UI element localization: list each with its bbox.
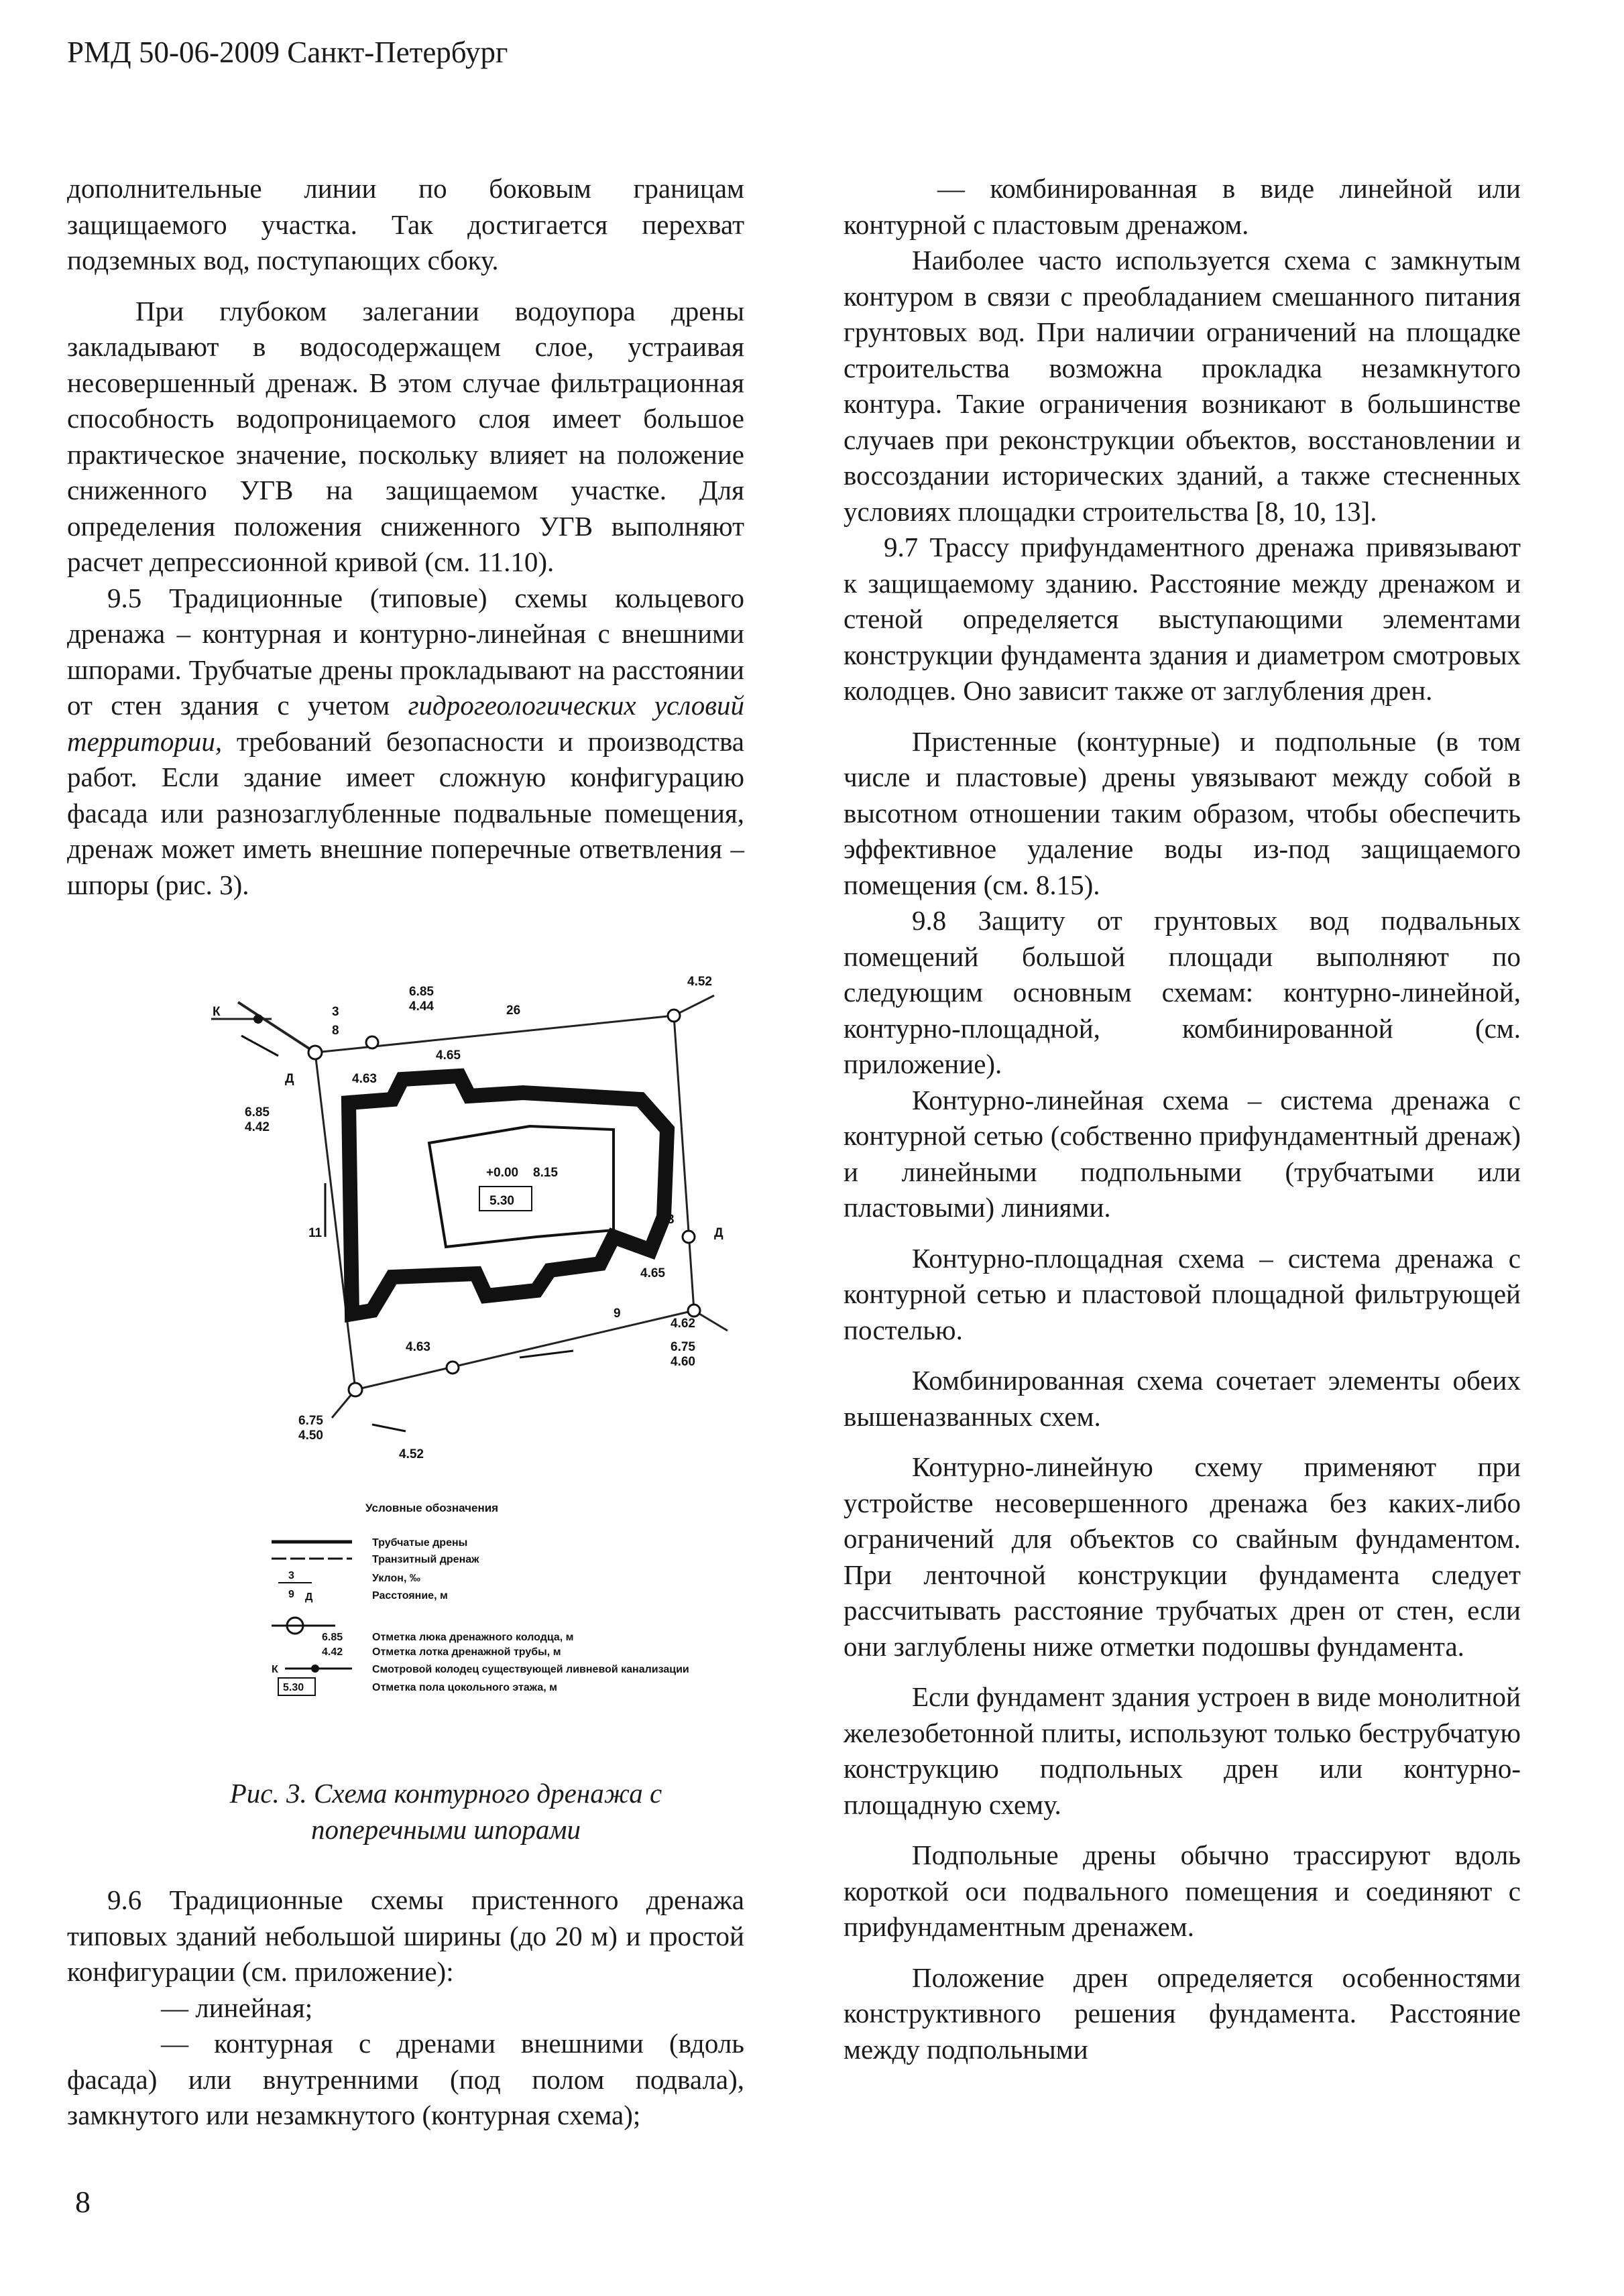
figure-label: 4.65 — [436, 1048, 461, 1063]
legend-symbol: 4.42 — [322, 1646, 343, 1658]
figure-label: 9 — [614, 1307, 621, 1321]
drainage-scheme-diagram — [171, 975, 808, 1766]
figure-label: +0.00 — [486, 1166, 519, 1180]
manhole-icon — [668, 1010, 680, 1022]
legend-item: Трубчатые дрены — [372, 1537, 468, 1549]
paragraph: Комбинированная схема сочетает элементы обеих вышеназванных схем. — [844, 1365, 1521, 1432]
legend-item: Отметка люка дренажного колодца, м — [372, 1632, 574, 1643]
figure-label: 4.63 — [352, 1072, 377, 1086]
legend-item: Транзитный дренаж — [372, 1554, 479, 1565]
figure-label: 4.50 — [298, 1429, 323, 1443]
figure-label: 4.60 — [671, 1355, 695, 1369]
legend-item: Отметка пола цокольного этажа, м — [372, 1682, 557, 1693]
legend-title: Условные обозначения — [365, 1502, 499, 1514]
slope-arrow-icon — [241, 1036, 278, 1056]
paragraph-9-8: 9.8 Защиту от грунтовых вод подвальных помещений большой площади выполняют по следующим основным схемам: контурно-линейной, контурно-площадной, комбинированной (см. приложение). — [844, 905, 1521, 1079]
figure-label: 11 — [308, 1226, 323, 1240]
figure-label: 26 — [506, 1004, 521, 1018]
paragraph: Наиболее часто используется схема с замкнутым контуром в связи с преобладанием смешанного питания грунтовых вод. При наличии ограничений на площадке строительства возможна прокладка незамкнутого контура. Такие ограничения возникают в большинстве случаев при реконструкции объектов, восстановлении и воссоздании исторических зданий, а также стесненных условиях площадки строительства [8, 10, 13]. — [844, 245, 1521, 527]
figure-label: 8.15 — [533, 1166, 558, 1180]
left-column-continued — [67, 1882, 744, 2134]
left-column — [67, 171, 744, 903]
figure-label: 6.85 — [409, 985, 434, 999]
caption-line: поперечными шпорами — [310, 1814, 581, 1845]
legend-symbol: 3 — [288, 1570, 294, 1581]
manhole-icon — [688, 1305, 700, 1317]
paragraph: Контурно-линейная схема – система дренажа с контурной сетью (собственно прифундаментный дренаж) и линейными подпольными (трубчатыми или пластовыми) линиями. — [844, 1084, 1521, 1223]
figure-label: 6.75 — [671, 1340, 695, 1354]
slope-arrow-icon — [520, 1351, 573, 1357]
figure-label: 6.75 — [298, 1414, 323, 1428]
right-column — [844, 171, 1521, 2067]
paragraph: При глубоком залегании водоупора дрены закладывают в водосодержащем слое, устраивая несовершенный дренаж. В этом случае фильтрационная способность водопроницаемого слоя имеет большое практическое значение, поскольку влияет на положение сниженного УГВ на защищаемом участке. Для определения положения сниженного УГВ выполняют расчет депрессионной кривой (см. 11.10). — [67, 295, 744, 577]
figure-caption — [144, 1775, 748, 1848]
legend-item: Отметка лотка дренажной трубы, м — [372, 1646, 561, 1658]
list-item: — контурная с дренами внешними (вдоль фасада) или внутренними (под полом подвала), замкнутого или незамкнутого (контурная схема); — [67, 2028, 744, 2130]
caption-line: Рис. 3. Схема контурного дренажа с — [229, 1778, 662, 1809]
storm-manhole-icon — [253, 1014, 263, 1024]
paragraph-9-6: 9.6 Традиционные схемы пристенного дренажа типовых зданий небольшой ширины (до 20 м) и простой конфигурации (см. приложение): — [67, 1884, 744, 1987]
list-item: — линейная; — [161, 1992, 313, 2023]
legend-symbol: К — [272, 1664, 278, 1675]
figure-label: 4.63 — [406, 1340, 430, 1354]
storm-manhole-icon — [311, 1665, 319, 1673]
italic-term: гидрогеологических условий территории, — [67, 690, 744, 757]
manhole-icon — [366, 1036, 378, 1048]
legend-symbol: 6.85 — [322, 1632, 343, 1643]
paragraph: Если фундамент здания устроен в виде монолитной железобетонной плиты, используют только беструбчатую конструкцию подпольных дрен или контурно-площадную схему. — [844, 1681, 1521, 1820]
paragraph-9-7: 9.7 Трассу прифундаментного дренажа привязывают к защищаемому зданию. Расстояние между дренажом и стеной определяется выступающими элементами конструкции фундамента здания и диаметром смотровых колодцев. Оно зависит также от заглубления дрен. — [844, 532, 1521, 706]
legend-symbol: Д — [305, 1591, 313, 1603]
spur-drain — [238, 1002, 315, 1052]
figure-label: 3 — [667, 1213, 675, 1227]
figure-label: 4.52 — [687, 975, 712, 989]
paragraph: Контурно-площадная схема – система дренажа с контурной сетью и пластовой площадной фильтрующей постелью. — [844, 1242, 1521, 1345]
figure-label: К — [213, 1005, 221, 1019]
page-header: РМД 50-06-2009 Санкт-Петербург — [67, 36, 508, 69]
paragraph: Контурно-линейную схему применяют при устройстве несовершенного дренажа без каких-либо ограничений для объектов со свайным фундаментом. При ленточной конструкции фундамента следует рассчитывать расстояние трубчатых дрен от стен, если они заглублены ниже отметки подошвы фундамента. — [844, 1451, 1521, 1662]
legend-item: Смотровой колодец существующей ливневой канализации — [372, 1664, 689, 1675]
paragraph: дополнительные линии по боковым границам защищаемого участка. Так достигается перехват подземных вод, поступающих сбоку. — [67, 173, 744, 276]
figure-label: Д — [285, 1072, 294, 1086]
manhole-icon — [683, 1231, 695, 1243]
figure-label: 3 — [332, 1005, 339, 1019]
figure-label: Д — [714, 1226, 723, 1240]
paragraph-text: 9.5 Традиционные (типовые) схемы кольцевого дренажа – контурная и контурно-линейная с внешними шпорами. Трубчатые дрены прокладывают на расстоянии от стен здания с учетом гидрогеологических условий территории, требований безопасности и производства работ. Если здание имеет сложную конфигурацию фасада или разнозаглубленные подвальные помещения, дренаж может иметь внешние поперечные ответвления – шпоры (рис. 3). — [67, 582, 744, 900]
manhole-icon — [308, 1046, 322, 1059]
manhole-icon — [349, 1383, 362, 1396]
list-item: — комбинированная в виде линейной или контурной с пластовым дренажом. — [844, 173, 1521, 240]
figure-label: 5.30 — [489, 1194, 514, 1208]
figure-label: 4.62 — [671, 1317, 695, 1331]
legend-item: Расстояние, м — [372, 1590, 448, 1602]
legend-symbol: 9 — [288, 1589, 294, 1600]
legend-item: Уклон, ‰ — [372, 1573, 420, 1584]
figure-label: 4.52 — [399, 1447, 424, 1461]
figure-3 — [171, 975, 808, 1874]
slope-arrow-icon — [372, 1425, 406, 1431]
figure-label: 4.44 — [409, 1000, 434, 1014]
paragraph: Пристенные (контурные) и подпольные (в том числе и пластовые) дрены увязывают между собой в высотном отношении таким образом, чтобы обеспечить эффективное удаление воды из-под защищаемого помещения (см. 8.15). — [844, 725, 1521, 900]
paragraph: Положение дрен определяется особенностями конструктивного решения фундамента. Расстояние между подпольными — [844, 1961, 1521, 2065]
figure-label: 8 — [332, 1024, 339, 1038]
figure-label: 4.42 — [245, 1120, 270, 1134]
figure-label: 4.65 — [640, 1266, 665, 1280]
manhole-icon — [447, 1362, 459, 1374]
page-number: 8 — [75, 2185, 91, 2219]
paragraph: Подпольные дрены обычно трассируют вдоль короткой оси подвального помещения и соединяют с прифундаментным дренажем. — [844, 1839, 1521, 1942]
paragraph-9-5 — [67, 581, 744, 904]
legend-symbol: 5.30 — [283, 1682, 304, 1693]
figure-label: 6.85 — [245, 1105, 270, 1120]
